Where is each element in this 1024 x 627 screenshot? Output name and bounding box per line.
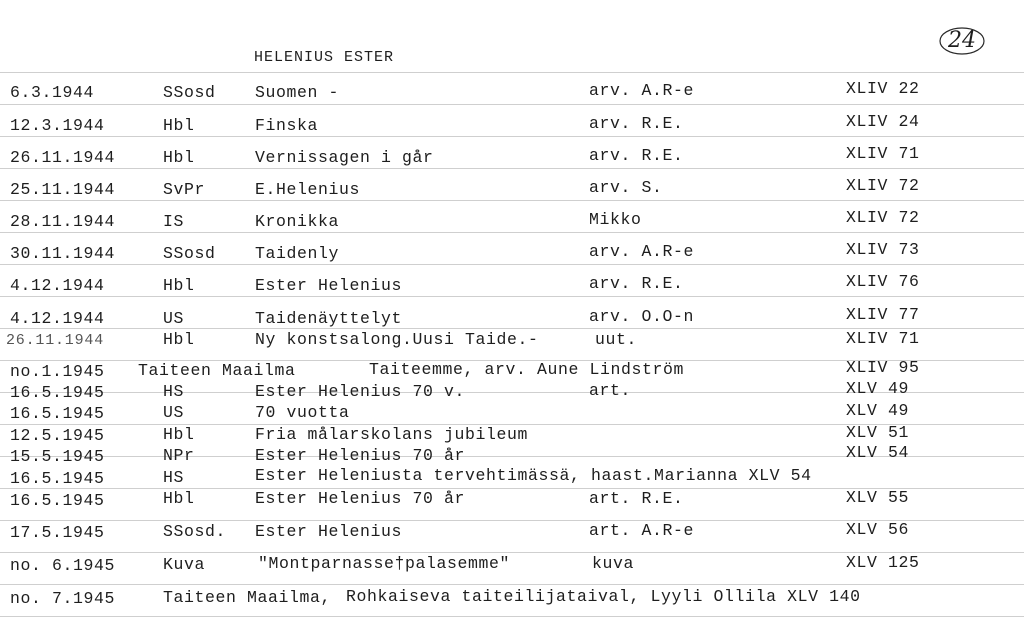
entry-date: 6.3.1944	[10, 83, 95, 102]
entry-ref: XLIV 72	[846, 176, 920, 195]
entry-ref: XLIV 73	[846, 240, 920, 259]
entry-title: Ny konstsalong.Uusi Taide.-	[255, 330, 539, 349]
entry-date: 12.3.1944	[10, 116, 105, 135]
entry-ref: XLIV 71	[846, 329, 920, 348]
entry-title: "Montparnasse†palasemme"	[258, 554, 511, 573]
entry-date: 16.5.1945	[10, 404, 105, 423]
entry-date: 4.12.1944	[10, 309, 105, 328]
entry-ref: XLV 51	[846, 423, 910, 442]
entry-author: arv. A.R-e	[589, 242, 695, 261]
entry-title: Ester Helenius 70 år	[255, 489, 466, 508]
entry-date: 25.11.1944	[10, 180, 116, 199]
entry-title: Ester Helenius 70 år	[255, 446, 466, 465]
entry-author: arv. O.O-n	[589, 307, 695, 326]
rule-line	[0, 296, 1024, 297]
entry-author: uut.	[595, 330, 638, 349]
entry-paper: Hbl	[163, 276, 195, 295]
entry-title: E.Helenius	[255, 180, 361, 199]
entry-author: arv. R.E.	[589, 114, 684, 133]
entry-paper: Hbl	[163, 116, 195, 135]
entry-paper: HS	[163, 468, 185, 487]
entry-date: 12.5.1945	[10, 426, 105, 445]
entry-author: arv. R.E.	[589, 274, 684, 293]
entry-author: art. A.R-e	[589, 521, 695, 540]
entry-title: Taidenly	[255, 244, 340, 263]
entry-paper: SSosd	[163, 83, 216, 102]
entry-ref: XLIV 72	[846, 208, 920, 227]
entry-paper: HS	[163, 382, 185, 401]
entry-title: Taidenäyttelyt	[255, 309, 403, 328]
entry-paper: Taiteen Maailma,	[163, 588, 332, 607]
entry-date: 26.11.1944	[6, 332, 105, 349]
entry-paper: SSosd.	[163, 522, 227, 541]
entry-title: Ester Heleniusta tervehtimässä, haast.Marianna XLV 54	[255, 466, 812, 485]
entry-paper: US	[163, 309, 185, 328]
entry-ref: XLV 49	[846, 401, 910, 420]
entry-ref: XLV 54	[846, 443, 910, 462]
entry-date: 17.5.1945	[10, 523, 105, 542]
entry-ref: XLV 56	[846, 520, 910, 539]
entry-title: Fria målarskolans jubileum	[255, 425, 529, 444]
entry-title: Vernissagen i går	[255, 148, 434, 167]
entry-title: Suomen -	[255, 83, 340, 102]
entry-ref: XLIV 71	[846, 144, 920, 163]
entry-author: kuva	[592, 554, 635, 573]
entry-date: 16.5.1945	[10, 383, 105, 402]
entry-ref: XLIV 76	[846, 272, 920, 291]
entry-paper: IS	[163, 212, 185, 231]
entry-title: Ester Helenius	[255, 276, 403, 295]
entry-ref: XLIV 77	[846, 305, 920, 324]
entry-date: 15.5.1945	[10, 447, 105, 466]
rule-line	[0, 168, 1024, 169]
entry-paper: Hbl	[163, 148, 195, 167]
entry-title: Rohkaiseva taiteilijataival, Lyyli Ollila XLV 140	[346, 587, 861, 606]
entry-date: no.1.1945	[10, 362, 105, 381]
entry-title: Taiteemme, arv. Aune Lindström	[369, 360, 685, 379]
page-number-text: 24	[948, 28, 976, 53]
entry-paper: Hbl	[163, 330, 195, 349]
entry-date: 26.11.1944	[10, 148, 116, 167]
entry-paper: Hbl	[163, 425, 195, 444]
rule-line	[0, 200, 1024, 201]
entry-author: art.	[589, 381, 632, 400]
entry-paper: Hbl	[163, 489, 195, 508]
entry-ref: XLV 55	[846, 488, 910, 507]
entry-ref: XLIV 95	[846, 358, 920, 377]
entry-date: 30.11.1944	[10, 244, 116, 263]
entry-title: Ester Helenius 70 v.	[255, 382, 466, 401]
entry-date: 16.5.1945	[10, 491, 105, 510]
entry-title: Kronikka	[255, 212, 340, 231]
entry-ref: XLV 49	[846, 379, 910, 398]
card-title: HELENIUS ESTER	[254, 49, 395, 66]
rule-line	[0, 136, 1024, 137]
entry-paper: NPr	[163, 446, 195, 465]
entry-date: no. 6.1945	[10, 556, 116, 575]
rule-line	[0, 72, 1024, 73]
entry-ref: XLIV 24	[846, 112, 920, 131]
entry-author: arv. S.	[589, 178, 663, 197]
rule-line	[0, 232, 1024, 233]
entry-author: arv. R.E.	[589, 146, 684, 165]
entry-date: 4.12.1944	[10, 276, 105, 295]
rule-line	[0, 264, 1024, 265]
rule-line	[0, 104, 1024, 105]
entry-title: Finska	[255, 116, 319, 135]
entry-paper: SSosd	[163, 244, 216, 263]
entry-date: no. 7.1945	[10, 589, 116, 608]
entry-date: 16.5.1945	[10, 469, 105, 488]
entry-title: Ester Helenius	[255, 522, 403, 541]
rule-line	[0, 616, 1024, 617]
entry-author: art. R.E.	[589, 489, 684, 508]
entry-title: 70 vuotta	[255, 403, 350, 422]
page-number	[938, 26, 986, 56]
entry-paper: Kuva	[163, 555, 206, 574]
entry-ref: XLV 125	[846, 553, 920, 572]
entry-paper: Taiteen Maailma	[138, 361, 296, 380]
entry-ref: XLIV 22	[846, 79, 920, 98]
rule-line	[0, 584, 1024, 585]
entry-paper: US	[163, 403, 185, 422]
entry-paper: SvPr	[163, 180, 206, 199]
entry-author: arv. A.R-e	[589, 81, 695, 100]
entry-author: Mikko	[589, 210, 642, 229]
entry-date: 28.11.1944	[10, 212, 116, 231]
